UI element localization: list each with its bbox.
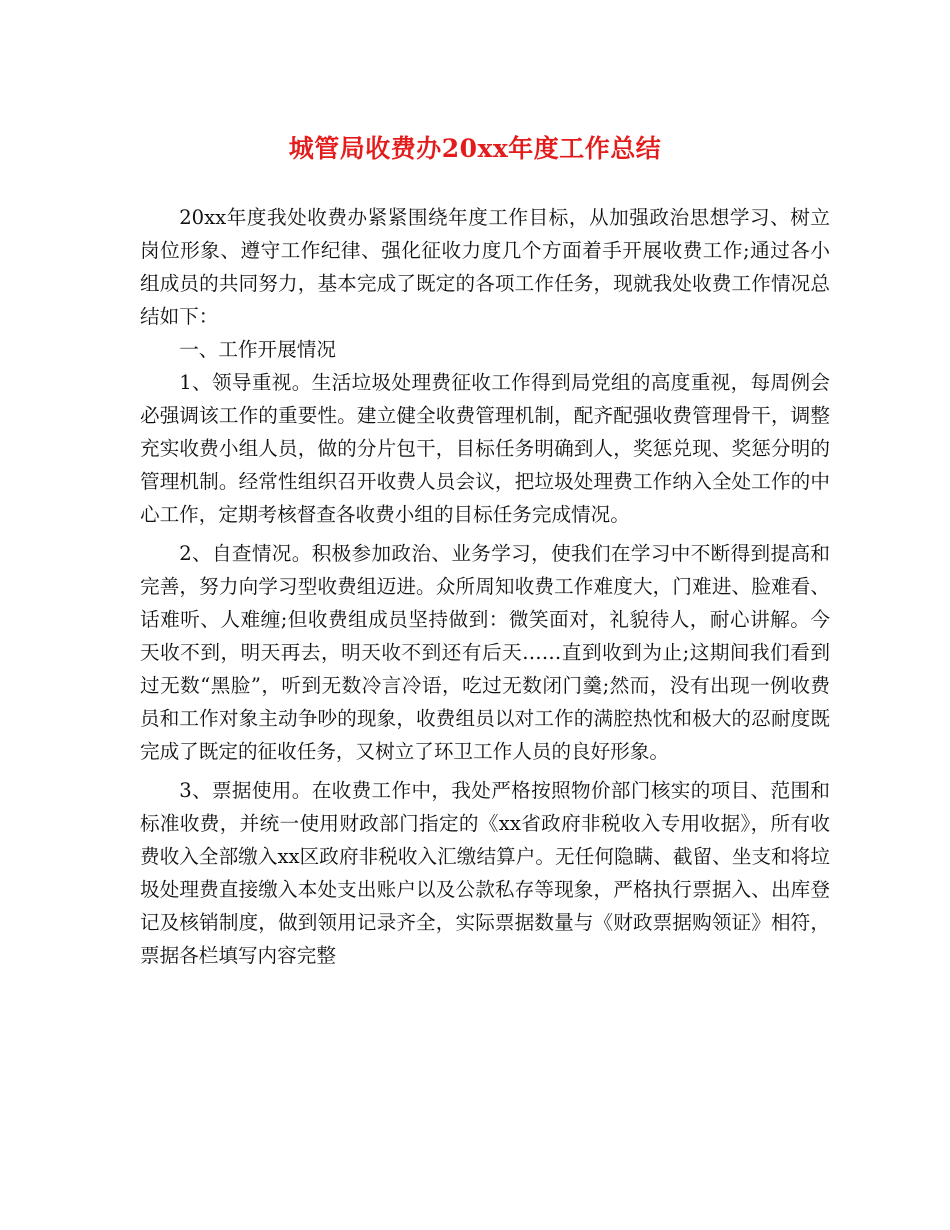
paragraph-self-check: 2、自查情况。积极参加政治、业务学习，使我们在学习中不断得到提高和完善，努力向学习型收费组迈进。众所周知收费工作难度大，门难进、脸难看、话难听、人难缠;但收费组成员坚持做到：微笑面对，礼貌待人，耐心讲解。今天收不到，明天再去，明天收不到还有后天……直到收到为止;这期间我们看到过无数“黑脸”，听到无数冷言冷语，吃过无数闭门羹;然而，没有出现一例收费员和工作对象主动争吵的现象，收费组员以对工作的满腔热忱和极大的忍耐度既完成了既定的征收任务，又树立了环卫工作人员的良好形象。 — [140, 542, 830, 763]
document-title: 城管局收费办20xx年度工作总结 — [288, 134, 662, 163]
document-body — [140, 201, 830, 972]
section-heading: 一、工作开展情况 — [179, 338, 336, 361]
intro-paragraph: 20xx年度我处收费办紧紧围绕年度工作目标，从加强政治思想学习、树立岗位形象、遵守工作纪律、强化征收力度几个方面着手开展收费工作;通过各小组成员的共同努力，基本完成了既定的各项工作任务，现就我处收费工作情况总结如下： — [140, 206, 830, 328]
paragraph-receipts: 3、票据使用。在收费工作中，我处严格按照物价部门核实的项目、范围和标准收费，并统一使用财政部门指定的《xx省政府非税收入专用收据》，所有收费收入全部缴入xx区政府非税收入汇缴结算户。无任何隐瞒、截留、坐支和将垃圾处理费直接缴入本处支出账户以及公款私存等现象，严格执行票据入、出库登记及核销制度，做到领用记录齐全，实际票据数量与《财政票据购领证》相符，票据各栏填写内容完整 — [140, 779, 830, 967]
paragraph-leadership: 1、领导重视。生活垃圾处理费征收工作得到局党组的高度重视，每周例会必强调该工作的重要性。建立健全收费管理机制，配齐配强收费管理骨干，调整充实收费小组人员，做的分片包干，目标任务明确到人，奖惩兑现、奖惩分明的管理机制。经常性组织召开收费人员会议，把垃圾处理费工作纳入全处工作的中心工作，定期考核督查各收费小组的目标任务完成情况。 — [140, 371, 830, 526]
